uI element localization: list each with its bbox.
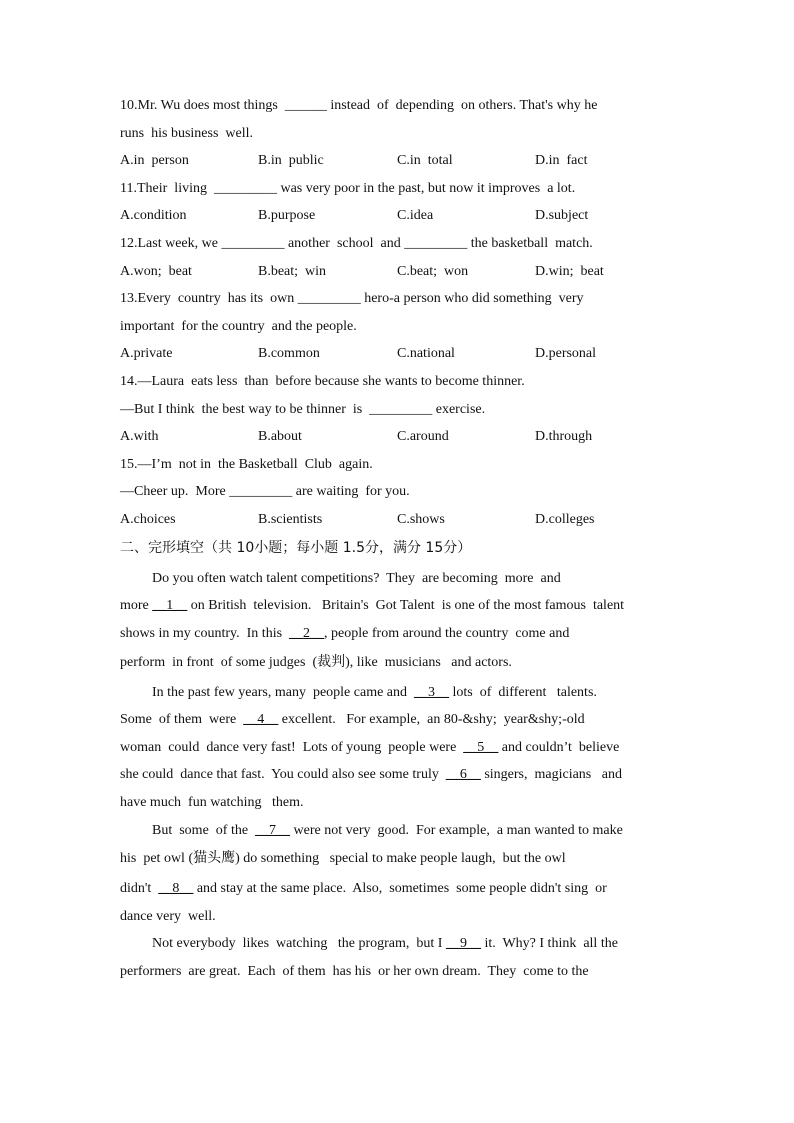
question-13-options <box>120 345 680 363</box>
question-15-text: —Cheer up. More <box>120 484 230 499</box>
question-12-options <box>120 263 680 281</box>
question-10-line-1 <box>120 97 597 115</box>
question-15-blank[interactable]: _________ <box>229 484 293 499</box>
q14-option-a[interactable]: A.with <box>120 429 159 444</box>
q12-option-b[interactable]: B.beat; win <box>258 264 327 279</box>
passage-text: shows in my country. In this <box>120 626 290 641</box>
section-2-heading: 二、完形填空（共 10小题；每小题 1.5分，满分 15分） <box>120 540 472 556</box>
question-13-text: 13.Every country has its own <box>120 291 298 306</box>
passage-p3-line-1 <box>152 822 623 840</box>
passage-text: In the past few years, many people came and <box>152 685 415 700</box>
question-11-blank[interactable]: _________ <box>213 181 277 196</box>
question-10-text-cont: instead of depending on others. That's why he <box>326 98 598 113</box>
question-12-text-end: the basketball match. <box>467 236 593 251</box>
q12-option-d[interactable]: D.win; beat <box>535 264 604 279</box>
q14-option-b[interactable]: B.about <box>258 429 302 444</box>
passage-text: it. Why? I think all the <box>480 936 618 951</box>
question-11-line <box>120 180 575 198</box>
question-15-line-2 <box>120 483 410 501</box>
passage-p3-line-4: dance very well. <box>120 909 216 924</box>
q11-option-a[interactable]: A.condition <box>120 208 187 223</box>
passage-p2-line-3 <box>120 739 619 757</box>
cloze-blank-1[interactable]: __1__ <box>152 598 188 613</box>
question-12-blank-2[interactable]: _________ <box>404 236 468 251</box>
question-14-line-1: 14.—Laura eats less than before because she wants to become thinner. <box>120 374 525 389</box>
passage-p2-line-2 <box>120 711 585 729</box>
question-13-line-2: important for the country and the people. <box>120 319 357 334</box>
question-11-options <box>120 207 680 225</box>
q12-option-c[interactable]: C.beat; won <box>397 264 469 279</box>
passage-text: were not very good. For example, a man wanted to make <box>290 823 623 838</box>
question-14-blank[interactable]: _________ <box>369 402 433 417</box>
question-12-text: 12.Last week, we <box>120 236 222 251</box>
passage-p2-line-5: have much fun watching them. <box>120 795 304 810</box>
q10-option-d[interactable]: D.in fact <box>535 153 588 168</box>
question-10-line-2: runs his business well. <box>120 126 253 141</box>
question-15-options <box>120 511 680 529</box>
passage-text: on British television. Britain's Got Talent is one of the most famous talent <box>187 598 625 613</box>
passage-text: lots of different talents. <box>449 685 597 700</box>
question-14-text: —But I think the best way to be thinner is <box>120 402 370 417</box>
passage-p1-line-4: perform in front of some judges (裁判), like musicians and actors. <box>120 655 512 670</box>
cloze-blank-5[interactable]: __5__ <box>463 740 499 755</box>
question-13-blank[interactable]: _________ <box>297 291 361 306</box>
passage-text: and stay at the same place. Also, sometimes some people didn't sing or <box>193 881 607 896</box>
passage-p4-line-2: performers are great. Each of them has his or her own dream. They come to the <box>120 964 589 979</box>
question-15-line-1: 15.—I’m not in the Basketball Club again. <box>120 457 373 472</box>
passage-text: , people from around the country come and <box>324 626 570 641</box>
q13-option-b[interactable]: B.common <box>258 346 320 361</box>
cloze-blank-3[interactable]: __3__ <box>414 685 450 700</box>
passage-text: didn't <box>120 881 159 896</box>
question-14-line-2 <box>120 401 485 419</box>
q11-option-c[interactable]: C.idea <box>397 208 434 223</box>
passage-text: But some of the <box>152 823 256 838</box>
question-12-line <box>120 235 593 253</box>
q15-option-c[interactable]: C.shows <box>397 512 445 527</box>
passage-text: and couldn’t believe <box>498 740 620 755</box>
q15-option-a[interactable]: A.choices <box>120 512 176 527</box>
q13-option-c[interactable]: C.national <box>397 346 455 361</box>
question-14-text-cont: exercise. <box>432 402 486 417</box>
passage-p2-line-4 <box>120 766 622 784</box>
q11-option-b[interactable]: B.purpose <box>258 208 316 223</box>
passage-p3-line-3 <box>120 880 607 898</box>
passage-text: more <box>120 598 153 613</box>
q12-option-a[interactable]: A.won; beat <box>120 264 192 279</box>
q14-option-d[interactable]: D.through <box>535 429 593 444</box>
q15-option-b[interactable]: B.scientists <box>258 512 323 527</box>
passage-text: she could dance that fast. You could also see some truly <box>120 767 446 782</box>
passage-p3-line-2: his pet owl (猫头鹰) do something special to make people laugh, but the owl <box>120 851 566 866</box>
q10-option-c[interactable]: C.in total <box>397 153 453 168</box>
cloze-blank-4[interactable]: __4__ <box>243 712 279 727</box>
cloze-blank-7[interactable]: __7__ <box>255 823 291 838</box>
cloze-blank-9[interactable]: __9__ <box>445 936 481 951</box>
question-11-text-cont: was very poor in the past, but now it improves a lot. <box>276 181 576 196</box>
question-15-text-cont: are waiting for you. <box>292 484 410 499</box>
cloze-blank-2[interactable]: __2__ <box>289 626 325 641</box>
q14-option-c[interactable]: C.around <box>397 429 449 444</box>
passage-text: Not everybody likes watching the program, but I <box>152 936 446 951</box>
cloze-blank-6[interactable]: __6__ <box>445 767 481 782</box>
passage-text: singers, magicians and <box>480 767 622 782</box>
q13-option-a[interactable]: A.private <box>120 346 173 361</box>
question-10-options <box>120 152 680 170</box>
q13-option-d[interactable]: D.personal <box>535 346 597 361</box>
q10-option-b[interactable]: B.in public <box>258 153 324 168</box>
passage-p1-line-2 <box>120 597 624 615</box>
question-12-text-mid: another school and <box>284 236 405 251</box>
passage-text: woman could dance very fast! Lots of young people were <box>120 740 464 755</box>
question-11-text: 11.Their living <box>120 181 214 196</box>
passage-p1-line-3 <box>120 625 569 643</box>
question-12-blank-1[interactable]: _________ <box>221 236 285 251</box>
cloze-blank-8[interactable]: __8__ <box>158 881 194 896</box>
passage-p1-line-1: Do you often watch talent competitions? They are becoming more and <box>152 571 561 586</box>
q10-option-a[interactable]: A.in person <box>120 153 189 168</box>
q15-option-d[interactable]: D.colleges <box>535 512 595 527</box>
passage-text: Some of them were <box>120 712 244 727</box>
question-13-line-1 <box>120 290 584 308</box>
question-10-text: 10.Mr. Wu does most things <box>120 98 285 113</box>
passage-p2-line-1 <box>152 684 597 702</box>
passage-text: excellent. For example, an 80-&shy; year&shy;-old <box>278 712 585 727</box>
question-10-blank[interactable]: ______ <box>284 98 327 113</box>
question-13-text-cont: hero-a person who did something very <box>360 291 584 306</box>
passage-p4-line-1 <box>152 935 618 953</box>
q11-option-d[interactable]: D.subject <box>535 208 589 223</box>
question-14-options <box>120 428 680 446</box>
